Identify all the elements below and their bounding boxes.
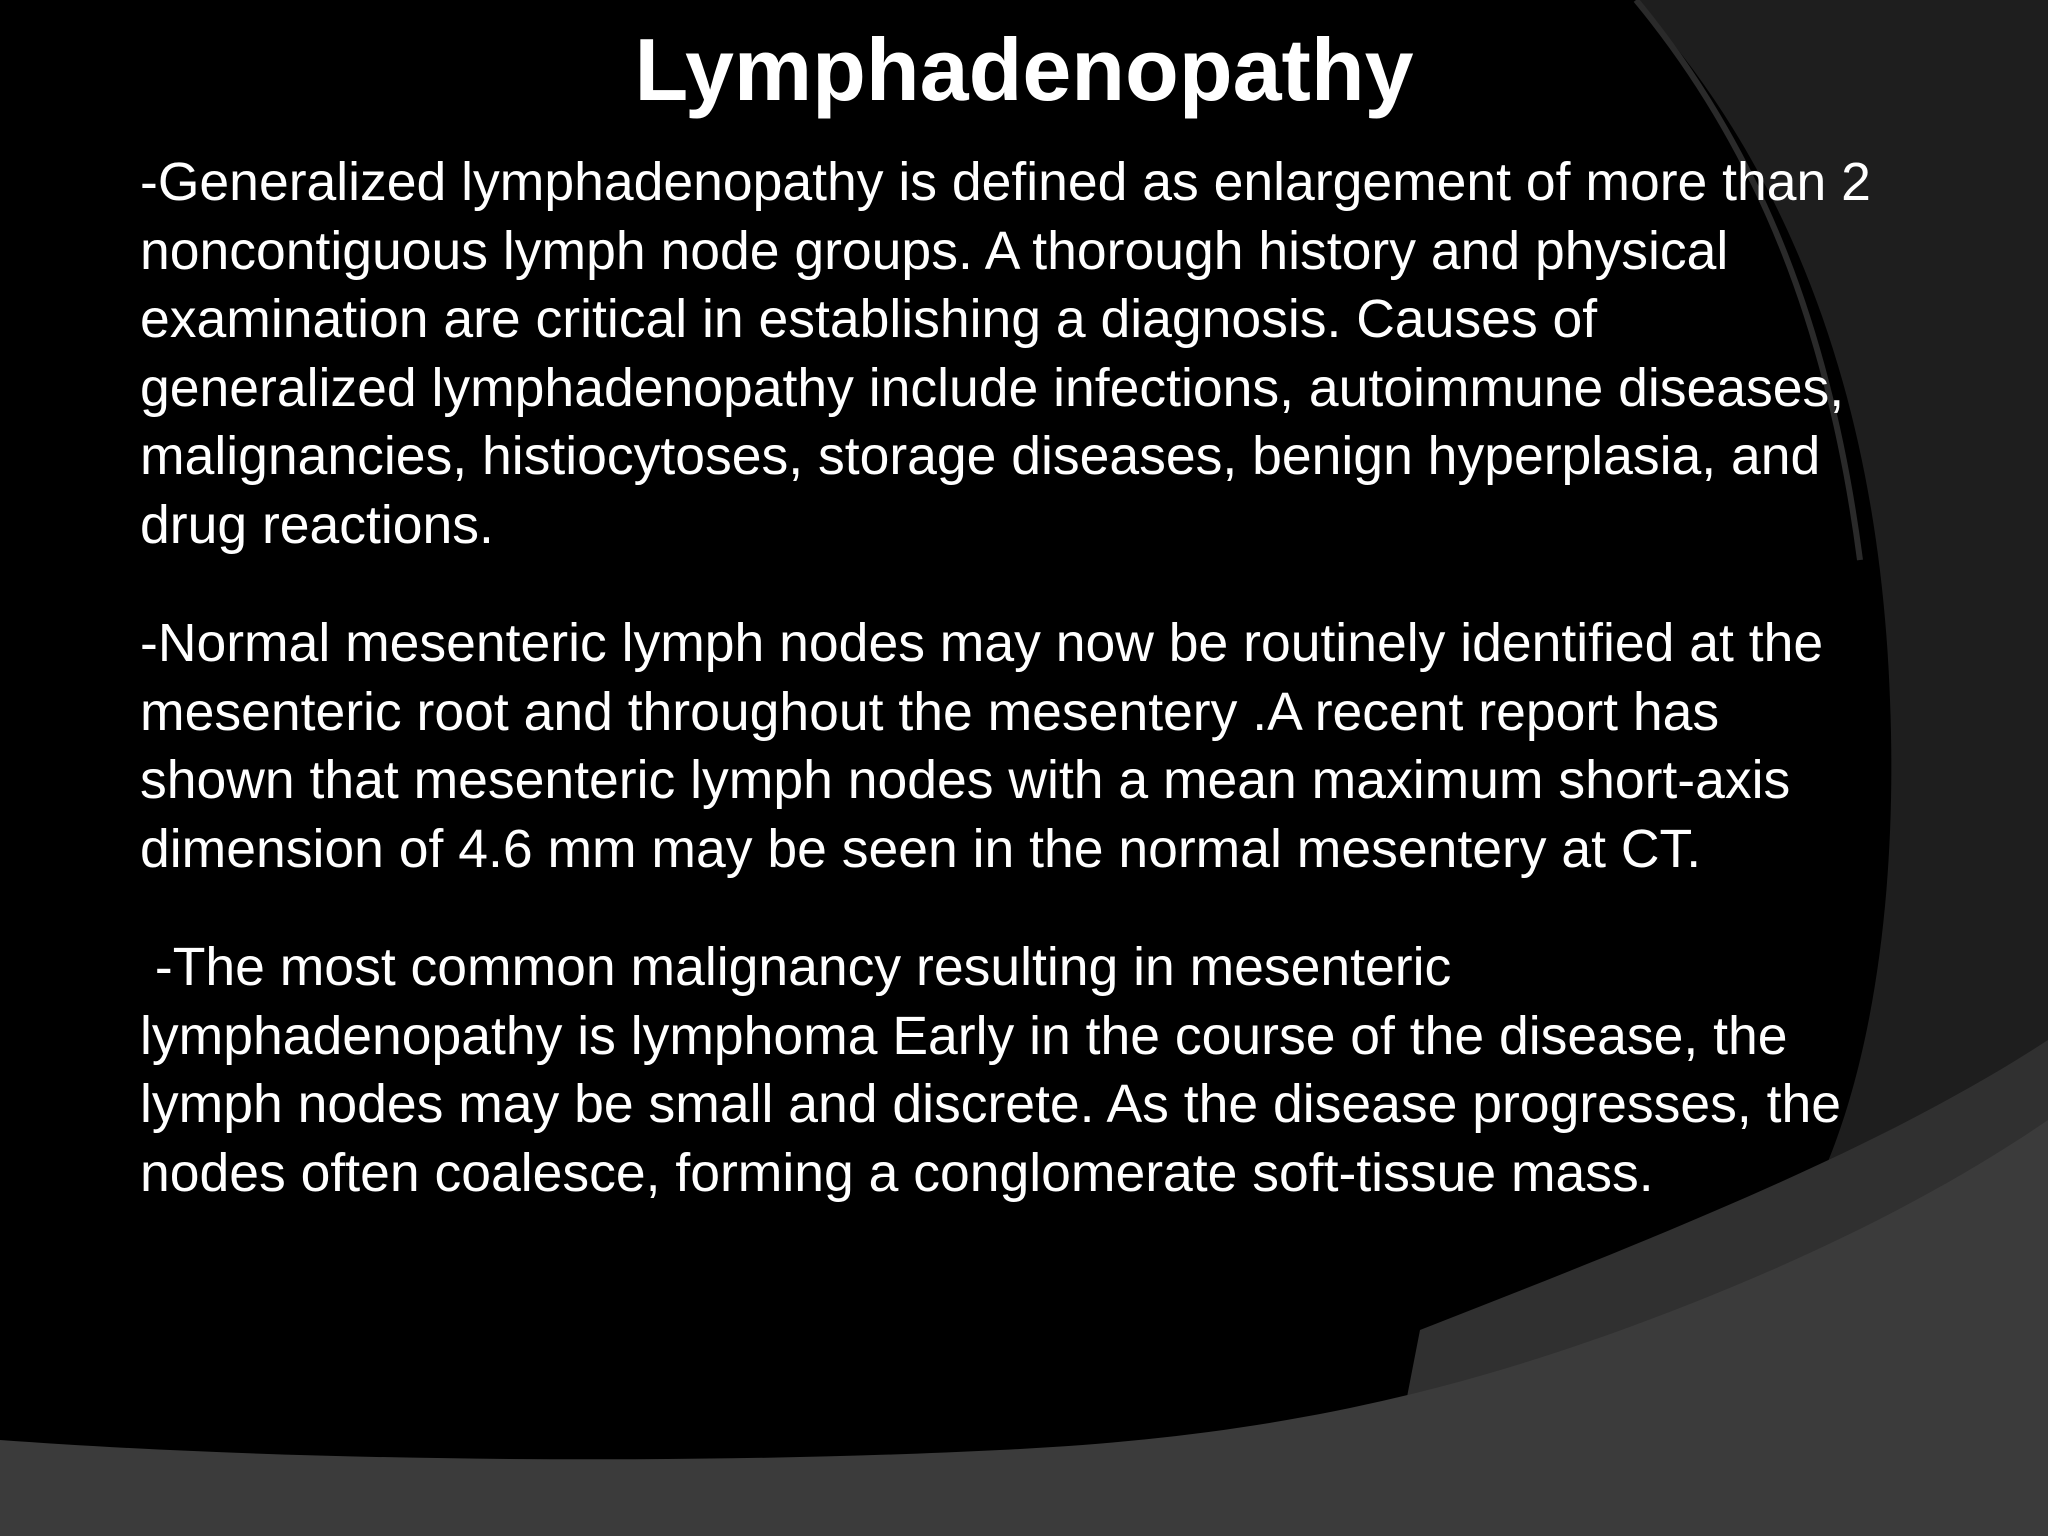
slide-body <box>140 149 1886 1208</box>
paragraph-generalized-lymphadenopathy: -Generalized lymphadenopathy is defined as enlargement of more than 2 noncontiguous lymph node groups. A thorough history and physical examination are critical in establishing a diagnosis. Causes of generalized lymphadenopathy include infections, autoimmune diseases, malignancies, histiocytoses, storage diseases, benign hyperplasia, and drug reactions. <box>140 153 1886 555</box>
slide-title: Lymphadenopathy <box>634 20 1414 119</box>
paragraph-normal-mesenteric-nodes: -Normal mesenteric lymph nodes may now be routinely identified at the mesenteric root and throughout the mesentery .A recent report has shown that mesenteric lymph nodes with a mean maximum short-axis dimension of 4.6 mm may be seen in the normal mesentery at CT. <box>140 614 1838 879</box>
paragraph-lymphoma: -The most common malignancy resulting in mesenteric lymphadenopathy is lymphoma Early in the course of the disease, the lymph nodes may be small and discrete. As the disease progresses, the nodes often coalesce, forming a conglomerate soft-tissue mass. <box>140 938 1856 1203</box>
